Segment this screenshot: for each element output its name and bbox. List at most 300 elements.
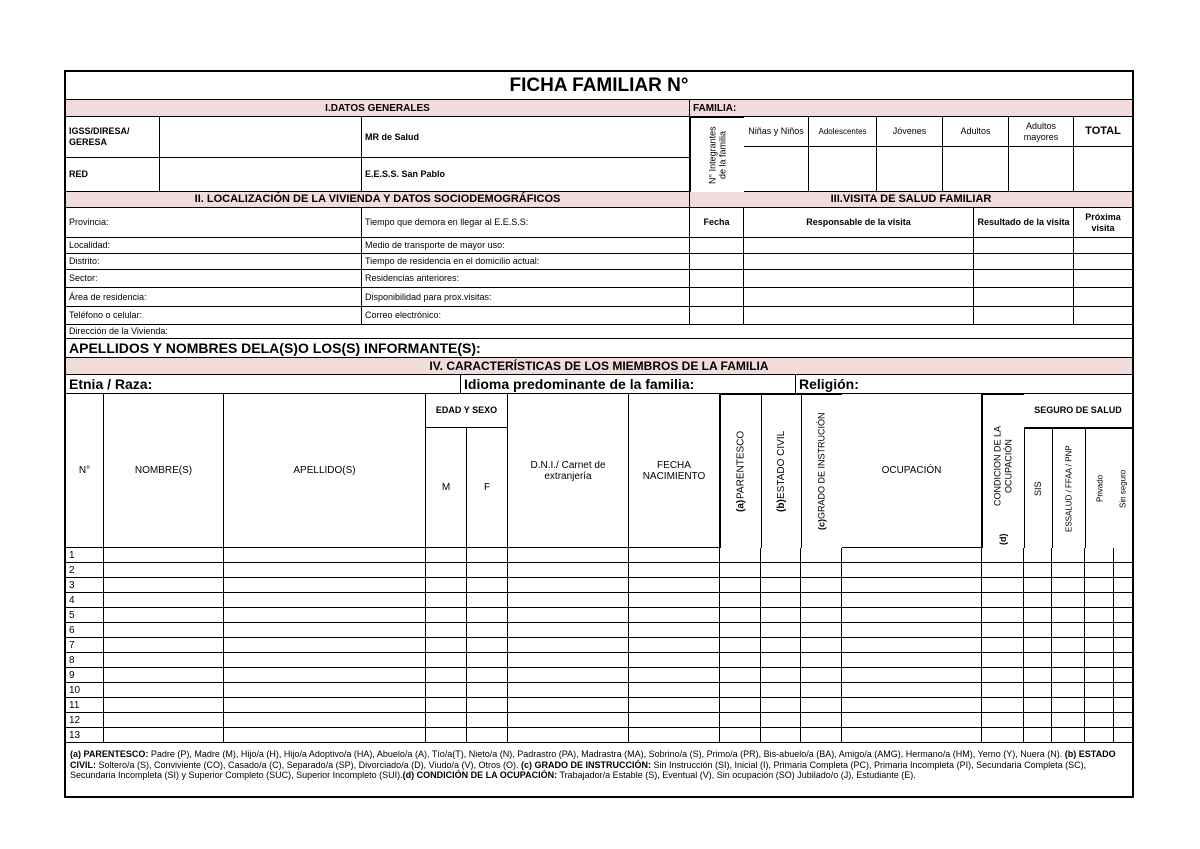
member-cell[interactable] (801, 713, 842, 728)
mr-salud-label: MR de Salud (362, 117, 690, 158)
member-cell[interactable] (467, 653, 508, 668)
member-cell[interactable] (720, 638, 761, 653)
member-cell[interactable] (224, 623, 426, 638)
member-cell[interactable] (104, 548, 224, 563)
member-cell[interactable] (1114, 683, 1132, 698)
member-cell[interactable] (1085, 593, 1114, 608)
member-cell[interactable] (982, 608, 1024, 623)
member-cell[interactable] (1085, 608, 1114, 623)
member-cell[interactable] (1024, 578, 1052, 593)
visita-cell[interactable] (690, 288, 744, 307)
member-cell[interactable] (1114, 698, 1132, 713)
member-cell[interactable] (629, 698, 720, 713)
etnia-label: Etnia / Raza: (66, 375, 461, 394)
member-cell[interactable] (761, 638, 801, 653)
member-cell[interactable] (1024, 638, 1052, 653)
sector-label: Sector: (66, 270, 362, 288)
member-cell[interactable] (720, 653, 761, 668)
legend-b-label: (b) ESTADO CIVIL: (70, 749, 1116, 770)
member-cell[interactable] (629, 653, 720, 668)
member-cell[interactable] (426, 593, 467, 608)
member-cell[interactable] (801, 608, 842, 623)
member-cell[interactable] (1052, 638, 1085, 653)
member-cell[interactable] (508, 698, 629, 713)
member-cell[interactable] (1114, 623, 1132, 638)
correo-label: Correo electrónico: (362, 307, 690, 325)
ficha-familiar-form (64, 70, 1134, 798)
count-adultos-mayores[interactable] (1009, 147, 1074, 192)
member-cell[interactable] (224, 683, 426, 698)
visita-fecha-header: Fecha (690, 208, 744, 238)
member-cell[interactable] (629, 638, 720, 653)
member-cell[interactable] (842, 653, 982, 668)
member-cell[interactable] (982, 713, 1024, 728)
count-ninos[interactable] (744, 147, 809, 192)
member-cell[interactable] (467, 578, 508, 593)
member-cell[interactable] (1114, 668, 1132, 683)
member-cell[interactable] (1024, 563, 1052, 578)
member-cell[interactable] (508, 713, 629, 728)
legend-notes (66, 747, 1132, 783)
member-cell[interactable] (1085, 683, 1114, 698)
member-cell[interactable] (629, 578, 720, 593)
transporte-label: Medio de transporte de mayor uso: (362, 238, 690, 254)
legend-d-text: Trabajador/a Estable (S), Eventual (V), Sin ocupación (SO) Jubilado/o (J), Estudiante (E). (557, 770, 916, 780)
member-cell[interactable] (761, 608, 801, 623)
member-cell[interactable] (1114, 578, 1132, 593)
group-adultos-mayores: Adultos mayores (1009, 117, 1074, 147)
member-cell[interactable] (720, 608, 761, 623)
legend-a-label: (a) PARENTESCO: (70, 749, 149, 759)
member-cell[interactable] (801, 593, 842, 608)
member-cell[interactable] (761, 728, 801, 743)
member-cell[interactable] (467, 713, 508, 728)
member-cell[interactable] (720, 563, 761, 578)
member-cell[interactable] (629, 608, 720, 623)
member-cell[interactable] (761, 653, 801, 668)
row-number: 12 (66, 713, 104, 728)
col-apellidos-header: APELLIDO(S) (224, 394, 426, 548)
member-cell[interactable] (761, 578, 801, 593)
member-cell[interactable] (426, 653, 467, 668)
member-cell[interactable] (801, 578, 842, 593)
member-cell[interactable] (629, 593, 720, 608)
member-cell[interactable] (629, 563, 720, 578)
member-cell[interactable] (761, 563, 801, 578)
member-cell[interactable] (1114, 563, 1132, 578)
member-cell[interactable] (720, 698, 761, 713)
member-cell[interactable] (1085, 623, 1114, 638)
member-cell[interactable] (801, 728, 842, 743)
member-cell[interactable] (982, 668, 1024, 683)
member-cell[interactable] (508, 623, 629, 638)
member-cell[interactable] (801, 683, 842, 698)
member-cell[interactable] (720, 548, 761, 563)
member-cell[interactable] (467, 638, 508, 653)
member-cell[interactable] (426, 638, 467, 653)
member-cell[interactable] (842, 683, 982, 698)
member-cell[interactable] (801, 623, 842, 638)
section-localizacion-header: II. LOCALIZACIÓN DE LA VIVIENDA Y DATOS SOCIODEMOGRÁFICOS (66, 192, 690, 208)
member-cell[interactable] (467, 728, 508, 743)
member-cell[interactable] (1052, 593, 1085, 608)
member-cell[interactable] (720, 683, 761, 698)
member-cell[interactable] (104, 563, 224, 578)
visita-cell[interactable] (690, 307, 744, 325)
legend-c-text: Sin Instrucción (SI), Inicial (I), Primaria Completa (PC), Primaria Incompleta (PI), Secundaria Completa (SC), Secundaria Incompleta (SI) y Superior Completo (SUC), Superior Incompleto (SUI). (70, 759, 1087, 780)
visita-responsable-header: Responsable de la visita (744, 208, 974, 238)
member-cell[interactable] (761, 683, 801, 698)
member-cell[interactable] (1024, 593, 1052, 608)
row-number: 2 (66, 563, 104, 578)
section-datos-generales-header: I.DATOS GENERALES (66, 100, 690, 117)
member-cell[interactable] (508, 578, 629, 593)
member-cell[interactable] (467, 593, 508, 608)
member-cell[interactable] (1114, 608, 1132, 623)
member-cell[interactable] (1085, 668, 1114, 683)
member-cell[interactable] (982, 728, 1024, 743)
col-sis-header: SIS (1024, 428, 1052, 548)
member-cell[interactable] (842, 668, 982, 683)
member-cell[interactable] (104, 638, 224, 653)
col-condicion-header: (d) CONDICION DE LA OCUPACIÓN (982, 394, 1024, 548)
member-cell[interactable] (1024, 698, 1052, 713)
visita-cell[interactable] (974, 307, 1074, 325)
member-cell[interactable] (720, 623, 761, 638)
member-cell[interactable] (982, 623, 1024, 638)
member-cell[interactable] (508, 608, 629, 623)
member-cell[interactable] (467, 563, 508, 578)
group-jovenes: Jóvenes (877, 117, 943, 147)
member-cell[interactable] (1085, 698, 1114, 713)
member-cell[interactable] (224, 578, 426, 593)
member-cell[interactable] (467, 683, 508, 698)
visita-proxima-header: Próxima visita (1074, 208, 1132, 238)
col-estado-civil-header: (b) ESTADO CIVIL (761, 394, 801, 548)
col-essalud-header: ESSALUD / FFAA / PNP (1052, 428, 1085, 548)
member-cell[interactable] (761, 623, 801, 638)
member-cell[interactable] (982, 548, 1024, 563)
member-cell[interactable] (224, 653, 426, 668)
visita-cell[interactable] (974, 238, 1074, 254)
visita-cell[interactable] (974, 270, 1074, 288)
visita-cell[interactable] (744, 288, 974, 307)
member-cell[interactable] (1052, 728, 1085, 743)
member-cell[interactable] (426, 728, 467, 743)
count-total[interactable] (1074, 147, 1132, 192)
member-cell[interactable] (720, 593, 761, 608)
visita-cell[interactable] (974, 288, 1074, 307)
legend-a-text: Padre (P), Madre (M), Hijo/a (H), Hijo/a Adoptivo/a (HA), Abuelo/a (A), Tío/a(T), Nieto/a (N), Padrastro (PA), Madrastra (MA), Sobrino/a (S), Primo/a (PR), Bis-abuelo/a (BA), Amigo/a (AMG), Hermano/a (HM), Yerno (Y), Nuera (N). (148, 749, 1065, 759)
visita-cell[interactable] (974, 254, 1074, 270)
red-field[interactable] (160, 158, 362, 192)
member-cell[interactable] (982, 563, 1024, 578)
member-cell[interactable] (224, 728, 426, 743)
member-cell[interactable] (1024, 713, 1052, 728)
member-cell[interactable] (508, 683, 629, 698)
member-cell[interactable] (1085, 653, 1114, 668)
legend-d-label: (d) CONDICIÓN DE LA OCUPACIÓN: (402, 770, 558, 780)
col-sin-seguro-header: Sin seguro (1114, 428, 1132, 548)
member-cell[interactable] (1085, 578, 1114, 593)
row-number: 4 (66, 593, 104, 608)
telefono-label: Teléfono o celular: (66, 307, 362, 325)
member-cell[interactable] (1052, 548, 1085, 563)
member-cell[interactable] (1024, 728, 1052, 743)
member-cell[interactable] (842, 548, 982, 563)
member-cell[interactable] (224, 713, 426, 728)
member-cell[interactable] (801, 638, 842, 653)
col-edad-sexo-header: EDAD Y SEXO (426, 394, 508, 428)
member-cell[interactable] (224, 593, 426, 608)
member-cell[interactable] (104, 698, 224, 713)
member-cell[interactable] (982, 593, 1024, 608)
member-cell[interactable] (104, 713, 224, 728)
member-cell[interactable] (224, 638, 426, 653)
member-cell[interactable] (104, 608, 224, 623)
row-number: 11 (66, 698, 104, 713)
member-cell[interactable] (1052, 608, 1085, 623)
visita-cell[interactable] (1074, 288, 1132, 307)
visita-resultado-header: Resultado de la visita (974, 208, 1074, 238)
member-cell[interactable] (761, 713, 801, 728)
count-adultos[interactable] (943, 147, 1009, 192)
member-cell[interactable] (629, 668, 720, 683)
visita-cell[interactable] (744, 238, 974, 254)
member-cell[interactable] (801, 548, 842, 563)
member-cell[interactable] (801, 563, 842, 578)
member-cell[interactable] (104, 728, 224, 743)
eess-label: E.E.S.S. San Pablo (362, 158, 690, 192)
member-cell[interactable] (426, 548, 467, 563)
member-cell[interactable] (629, 548, 720, 563)
member-cell[interactable] (842, 563, 982, 578)
visita-cell[interactable] (744, 307, 974, 325)
visita-cell[interactable] (744, 270, 974, 288)
col-dni-header: D.N.I./ Carnet de extranjería (508, 394, 629, 548)
tiempo-llegar-label: Tiempo que demora en llegar al E.E.S.S: (362, 208, 690, 238)
member-cell[interactable] (224, 548, 426, 563)
member-cell[interactable] (1024, 623, 1052, 638)
visita-cell[interactable] (690, 238, 744, 254)
member-cell[interactable] (842, 578, 982, 593)
member-cell[interactable] (720, 728, 761, 743)
member-cell[interactable] (720, 713, 761, 728)
member-cell[interactable] (761, 668, 801, 683)
member-cell[interactable] (720, 668, 761, 683)
member-cell[interactable] (426, 623, 467, 638)
visita-cell[interactable] (1074, 254, 1132, 270)
member-cell[interactable] (842, 713, 982, 728)
member-cell[interactable] (104, 578, 224, 593)
area-residencia-label: Área de residencia: (66, 288, 362, 307)
member-cell[interactable] (1114, 728, 1132, 743)
member-cell[interactable] (508, 638, 629, 653)
red-label: RED (66, 158, 160, 192)
member-cell[interactable] (508, 653, 629, 668)
member-cell[interactable] (1114, 593, 1132, 608)
visita-cell[interactable] (690, 254, 744, 270)
member-cell[interactable] (467, 698, 508, 713)
col-ocupacion-header: OCUPACIÓN (842, 394, 982, 548)
member-cell[interactable] (1114, 638, 1132, 653)
member-cell[interactable] (1085, 563, 1114, 578)
group-adultos: Adultos (943, 117, 1009, 147)
member-cell[interactable] (842, 728, 982, 743)
member-cell[interactable] (982, 653, 1024, 668)
row-number: 5 (66, 608, 104, 623)
member-cell[interactable] (801, 653, 842, 668)
member-cell[interactable] (720, 578, 761, 593)
section-visita-header: III.VISITA DE SALUD FAMILIAR (690, 192, 1132, 208)
member-cell[interactable] (1052, 713, 1085, 728)
member-cell[interactable] (629, 623, 720, 638)
idioma-label: Idioma predominante de la familia: (461, 375, 796, 394)
member-cell[interactable] (1052, 698, 1085, 713)
distrito-label: Distrito: (66, 254, 362, 270)
localidad-label: Localidad: (66, 238, 362, 254)
member-cell[interactable] (1052, 563, 1085, 578)
member-cell[interactable] (982, 683, 1024, 698)
member-cell[interactable] (629, 713, 720, 728)
member-cell[interactable] (1114, 653, 1132, 668)
member-cell[interactable] (1052, 653, 1085, 668)
member-cell[interactable] (467, 623, 508, 638)
member-cell[interactable] (426, 608, 467, 623)
member-cell[interactable] (104, 683, 224, 698)
group-ninos: Niñas y Niños (744, 117, 809, 147)
member-cell[interactable] (1024, 668, 1052, 683)
member-cell[interactable] (104, 668, 224, 683)
member-cell[interactable] (842, 593, 982, 608)
informante-label: APELLIDOS Y NOMBRES DELA(S)O LOS(S) INFORMANTE(S): (66, 339, 1132, 358)
igss-label: IGSS/DIRESA/ GERESA (66, 117, 160, 158)
member-cell[interactable] (1052, 623, 1085, 638)
member-cell[interactable] (426, 578, 467, 593)
member-cell[interactable] (104, 593, 224, 608)
member-cell[interactable] (508, 668, 629, 683)
visita-cell[interactable] (744, 254, 974, 270)
member-cell[interactable] (224, 608, 426, 623)
member-cell[interactable] (1052, 578, 1085, 593)
member-cell[interactable] (508, 593, 629, 608)
table-bottom-rule (66, 742, 1132, 743)
col-privado-header: Privado (1085, 428, 1114, 548)
member-cell[interactable] (1114, 548, 1132, 563)
member-cell[interactable] (426, 713, 467, 728)
familia-label: FAMILIA: (690, 100, 1132, 117)
member-cell[interactable] (842, 698, 982, 713)
member-cell[interactable] (761, 698, 801, 713)
member-cell[interactable] (1024, 548, 1052, 563)
member-cell[interactable] (508, 728, 629, 743)
row-number: 3 (66, 578, 104, 593)
col-fecha-nac-header: FECHA NACIMIENTO (629, 394, 720, 548)
member-cell[interactable] (1052, 668, 1085, 683)
member-cell[interactable] (104, 623, 224, 638)
member-cell[interactable] (842, 623, 982, 638)
tiempo-residencia-label: Tiempo de residencia en el domicilio actual: (362, 254, 690, 270)
member-cell[interactable] (1114, 713, 1132, 728)
row-number: 9 (66, 668, 104, 683)
member-cell[interactable] (426, 668, 467, 683)
member-cell[interactable] (801, 668, 842, 683)
member-cell[interactable] (104, 653, 224, 668)
row-number: 8 (66, 653, 104, 668)
legend-b-text: Soltero/a (S), Conviviente (CO), Casado/a (C), Separado/a (SP), Divorciado/a (D), Viudo/a (V), Otros (O). (96, 759, 521, 770)
visita-cell[interactable] (690, 270, 744, 288)
member-cell[interactable] (1024, 653, 1052, 668)
member-cell[interactable] (467, 548, 508, 563)
member-cell[interactable] (1085, 728, 1114, 743)
member-cell[interactable] (467, 668, 508, 683)
member-cell[interactable] (761, 548, 801, 563)
member-cell[interactable] (224, 668, 426, 683)
member-cell[interactable] (1024, 683, 1052, 698)
member-cell[interactable] (426, 563, 467, 578)
col-parentesco-header: (a) PARENTESCO (720, 394, 761, 548)
member-cell[interactable] (982, 698, 1024, 713)
religion-label: Religión: (796, 375, 1132, 394)
member-cell[interactable] (982, 578, 1024, 593)
form-title: FICHA FAMILIAR N° (66, 72, 1132, 100)
row-number: 6 (66, 623, 104, 638)
member-cell[interactable] (467, 608, 508, 623)
row-number: 10 (66, 683, 104, 698)
count-adolescentes[interactable] (809, 147, 877, 192)
member-cell[interactable] (1024, 608, 1052, 623)
member-cell[interactable] (761, 593, 801, 608)
member-cell[interactable] (629, 728, 720, 743)
member-cell[interactable] (1085, 713, 1114, 728)
row-number: 13 (66, 728, 104, 743)
visita-cell[interactable] (1074, 307, 1132, 325)
col-seguro-header: SEGURO DE SALUD (1024, 394, 1132, 428)
section-miembros-header: IV. CARACTERÍSTICAS DE LOS MIEMBROS DE LA FAMILIA (66, 358, 1132, 375)
member-cell[interactable] (842, 638, 982, 653)
member-cell[interactable] (508, 548, 629, 563)
integrantes-label: N° Integrantes de la familia (690, 117, 744, 192)
member-cell[interactable] (801, 698, 842, 713)
igss-field[interactable] (160, 117, 362, 158)
member-cell[interactable] (842, 608, 982, 623)
member-cell[interactable] (426, 683, 467, 698)
member-cell[interactable] (224, 698, 426, 713)
col-nombres-header: NOMBRE(S) (104, 394, 224, 548)
row-number: 1 (66, 548, 104, 563)
member-cell[interactable] (1085, 548, 1114, 563)
member-cell[interactable] (982, 638, 1024, 653)
provincia-label: Provincia: (66, 208, 362, 238)
direccion-label: Dirección de la Vivienda: (66, 325, 1132, 339)
member-cell[interactable] (1085, 638, 1114, 653)
disponibilidad-label: Disponibilidad para prox.visitas: (362, 288, 690, 307)
member-cell[interactable] (629, 683, 720, 698)
col-grado-header: (c) GRADO DE INSTRUCIÓN (801, 394, 842, 548)
col-num-header: N° (66, 394, 104, 548)
legend-c-label: (c) GRADO DE INSTRUCCIÓN: (520, 759, 651, 770)
member-cell[interactable] (1052, 683, 1085, 698)
member-cell[interactable] (426, 698, 467, 713)
visita-cell[interactable] (1074, 270, 1132, 288)
visita-cell[interactable] (1074, 238, 1132, 254)
col-m-header: M (426, 428, 467, 548)
member-cell[interactable] (224, 563, 426, 578)
group-adolescentes: Adolescentes (809, 117, 877, 147)
count-jovenes[interactable] (877, 147, 943, 192)
member-cell[interactable] (508, 563, 629, 578)
residencias-anteriores-label: Residencias anteriores: (362, 270, 690, 288)
